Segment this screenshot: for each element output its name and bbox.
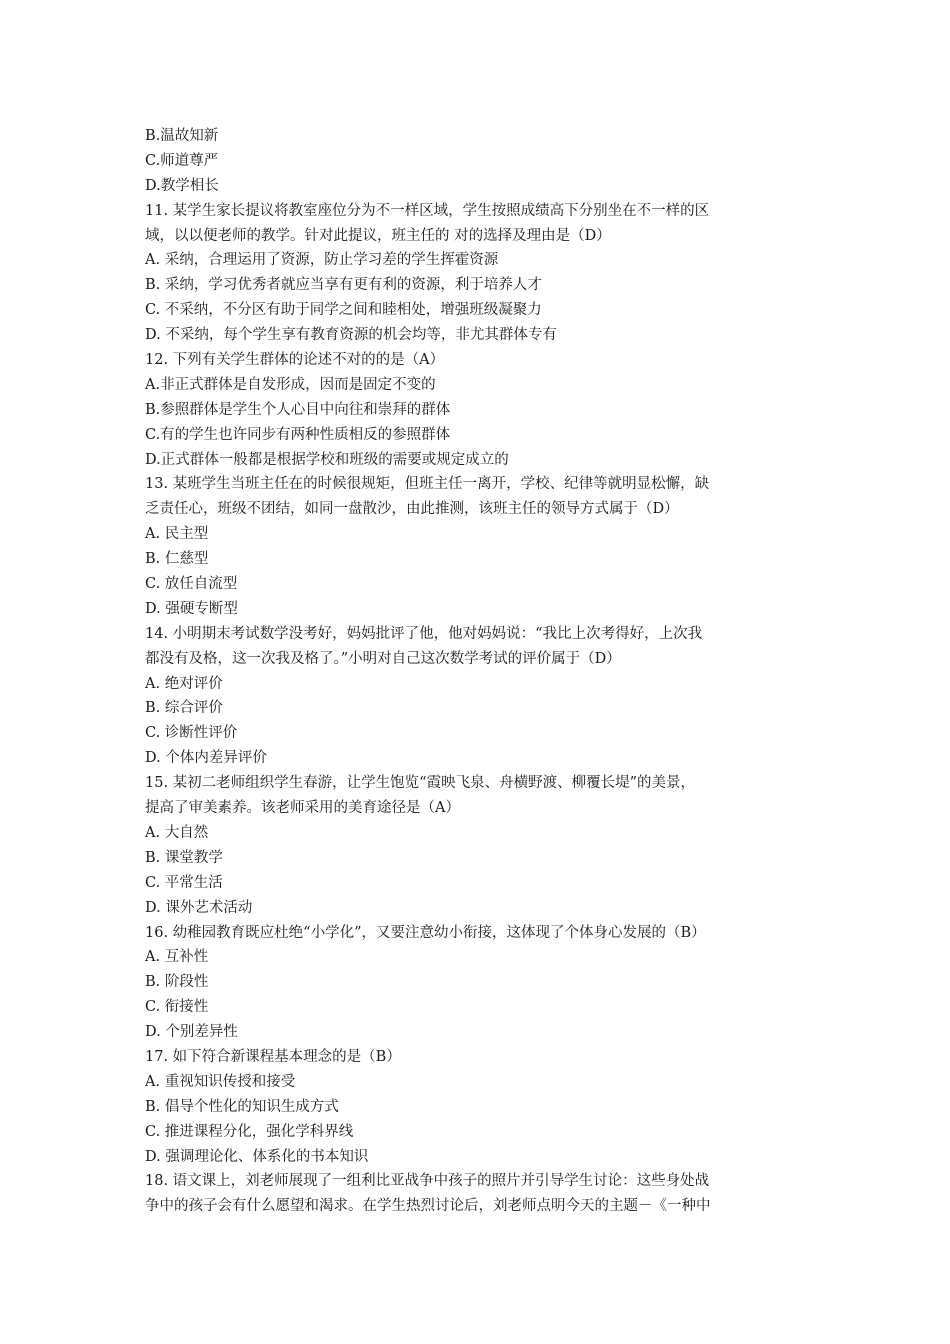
question-18-stem: 18. 语文课上，刘老师展现了一组利比亚战争中孩子的照片并引导学生讨论：这些身处战 (145, 1173, 710, 1190)
question-13-stem: 13. 某班学生当班主任在的时候很规矩，但班主任一离开，学校、纪律等就明显松懈，缺 (145, 476, 710, 493)
question-12-stem: 12. 下列有关学生群体的论述不对的的是（A） (145, 352, 445, 369)
option-line: C. 放任自流型 (145, 576, 238, 593)
option-line: B. 采纳，学习优秀者就应当享有更有利的资源，利于培养人才 (145, 277, 542, 294)
question-14-stem: 14. 小明期末考试数学没考好，妈妈批评了他，他对妈妈说：“我比上次考得好，上次我 (145, 625, 703, 642)
question-15-stem-cont: 提高了审美素养。该老师采用的美育途径是（A） (145, 800, 460, 817)
option-line: D.教学相长 (145, 177, 219, 194)
option-line: A.非正式群体是自发形成，因而是固定不变的 (145, 376, 436, 393)
option-line: B.参照群体是学生个人心目中向往和崇拜的群体 (145, 401, 451, 418)
option-line: C. 平常生活 (145, 874, 223, 891)
option-line: D. 课外艺术活动 (145, 899, 253, 916)
option-line: A. 重视知识传授和接受 (145, 1073, 296, 1090)
question-16-stem: 16. 幼稚园教育既应杜绝“小学化”，又要注意幼小衔接，这体现了个体身心发展的（B） (145, 924, 706, 941)
option-line: A. 采纳，合理运用了资源，防止学习差的学生挥霍资源 (145, 252, 499, 269)
option-line: B.温故知新 (145, 128, 219, 144)
question-11-stem-cont: 域，以以便老师的教学。针对此提议，班主任的 对的选择及理由是（D） (145, 227, 611, 244)
option-line: B. 综合评价 (145, 700, 223, 717)
option-line: C. 诊断性评价 (145, 725, 238, 742)
option-line: D.正式群体一般都是根据学校和班级的需要或规定成立的 (145, 451, 509, 468)
option-line: D. 强硬专断型 (145, 600, 238, 617)
option-line: C. 不采纳，不分区有助于同学之间和睦相处，增强班级凝聚力 (145, 302, 542, 319)
option-line: B. 课堂教学 (145, 849, 223, 866)
question-15-stem: 15. 某初二老师组织学生春游，让学生饱览“霞映飞泉、舟横野渡、柳覆长堤”的美景， (145, 775, 695, 792)
option-line: D. 强调理论化、体系化的书本知识 (145, 1148, 369, 1165)
question-14-stem-cont: 都没有及格，这一次我及格了。”小明对自己这次数学考试的评价属于（D） (145, 650, 621, 667)
option-line: C.有的学生也许同步有两种性质相反的参照群体 (145, 426, 451, 443)
option-line: D. 不采纳，每个学生享有教育资源的机会均等，非尤其群体专有 (145, 327, 557, 344)
option-line: A. 民主型 (145, 526, 209, 543)
option-line: A. 大自然 (145, 824, 209, 841)
document-body (145, 124, 810, 1219)
question-18-stem-cont: 争中的孩子会有什么愿望和渴求。在学生热烈讨论后，刘老师点明今天的主题－《一种中 (145, 1198, 711, 1215)
option-line: A. 绝对评价 (145, 675, 223, 692)
option-line: C.师道尊严 (145, 152, 219, 169)
option-line: C. 衔接性 (145, 999, 209, 1016)
question-13-stem-cont: 乏责任心，班级不团结，如同一盘散沙，由此推测，该班主任的领导方式属于（D） (145, 501, 679, 518)
option-line: B. 仁慈型 (145, 551, 209, 568)
option-line: B. 阶段性 (145, 974, 209, 991)
option-line: B. 倡导个性化的知识生成方式 (145, 1098, 339, 1115)
option-line: C. 推进课程分化，强化学科界线 (145, 1123, 354, 1140)
option-line: A. 互补性 (145, 949, 209, 966)
question-11-stem: 11. 某学生家长提议将教室座位分为不一样区域，学生按照成绩高下分别坐在不一样的区 (145, 202, 710, 219)
question-17-stem: 17. 如下符合新课程基本理念的是（B） (145, 1048, 401, 1065)
option-line: D. 个别差异性 (145, 1024, 238, 1041)
option-line: D. 个体内差异评价 (145, 750, 267, 767)
